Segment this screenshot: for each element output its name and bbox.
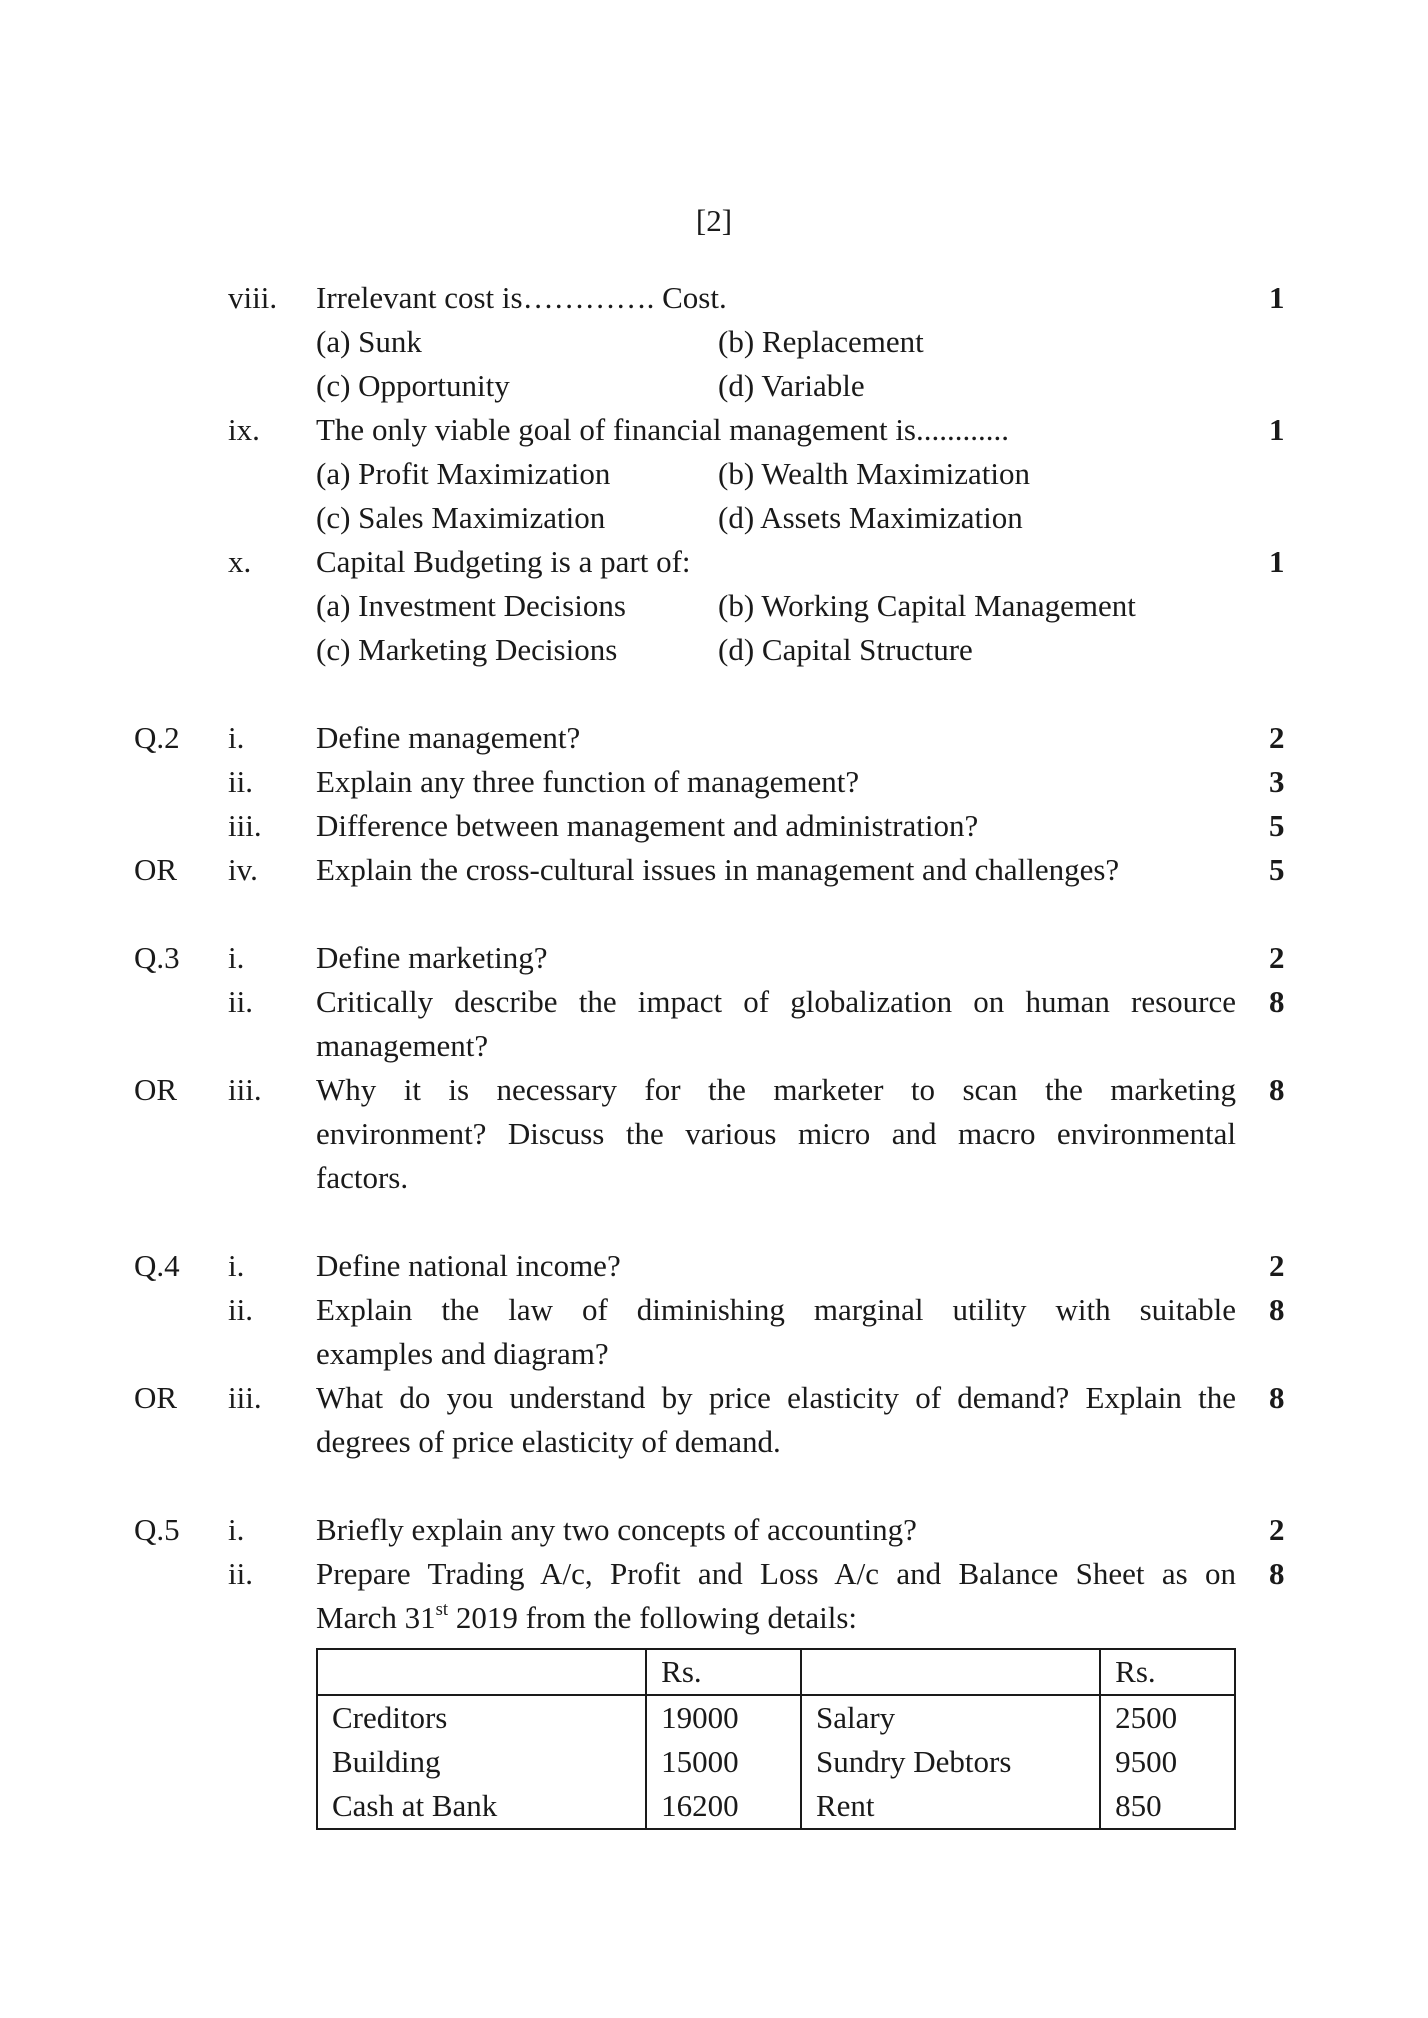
sub-question-number: ix. [228, 412, 260, 447]
account-amount: 16200 [646, 1784, 801, 1829]
question-continuation [0, 1024, 1428, 1068]
question-row [0, 1244, 1428, 1288]
account-amount: 2500 [1100, 1695, 1235, 1740]
account-name: Creditors [317, 1695, 646, 1740]
table-row [317, 1695, 1235, 1740]
question-text: factors. [316, 1160, 409, 1195]
question-text: Briefly explain any two concepts of accounting? [316, 1512, 917, 1547]
option: (a) Sunk [316, 324, 422, 359]
question-text: Define management? [316, 720, 581, 755]
option: (d) Variable [718, 368, 865, 403]
header-cell: Rs. [1100, 1649, 1235, 1695]
or-label: OR [134, 852, 178, 887]
account-amount: 15000 [646, 1740, 801, 1784]
page-number: [2] [695, 203, 733, 238]
question-text: Critically describe the impact of globalization on human resource [316, 984, 1236, 1019]
marks: 5 [1269, 852, 1285, 887]
question-text: Irrelevant cost is…………. Cost. [316, 280, 727, 315]
options-row [0, 628, 1428, 672]
options-row [0, 320, 1428, 364]
question-continuation [0, 1420, 1428, 1464]
account-name: Salary [801, 1695, 1100, 1740]
question-row [0, 804, 1428, 848]
question-label: Q.5 [134, 1512, 180, 1547]
option: (c) Sales Maximization [316, 500, 606, 535]
question-label: Q.3 [134, 940, 180, 975]
sub-question-number: iv. [228, 852, 258, 887]
account-name: Cash at Bank [317, 1784, 646, 1829]
question-row [0, 408, 1428, 452]
or-label: OR [134, 1072, 178, 1107]
marks: 3 [1269, 764, 1285, 799]
option: (d) Capital Structure [718, 632, 973, 667]
question-text: Difference between management and administration? [316, 808, 979, 843]
question-text: examples and diagram? [316, 1336, 609, 1371]
marks: 2 [1269, 1512, 1285, 1547]
question-row [0, 1288, 1428, 1332]
question-row [0, 1552, 1428, 1596]
question-label: Q.2 [134, 720, 180, 755]
sub-question-number: i. [228, 940, 245, 975]
account-name: Sundry Debtors [801, 1740, 1100, 1784]
question-continuation [0, 1156, 1428, 1200]
table-row [317, 1784, 1235, 1829]
or-label: OR [134, 1380, 178, 1415]
sub-question-number: x. [228, 544, 252, 579]
marks: 8 [1269, 1292, 1285, 1327]
question-text: Prepare Trading A/c, Profit and Loss A/c and Balance Sheet as on [316, 1556, 1236, 1591]
question-continuation [0, 1596, 1428, 1640]
date-text-rest: 2019 from the following details: [448, 1600, 858, 1635]
question-text: Capital Budgeting is a part of: [316, 544, 691, 579]
question-row [0, 848, 1428, 892]
account-amount: 19000 [646, 1695, 801, 1740]
question-row [0, 1068, 1428, 1112]
question-row [0, 936, 1428, 980]
header-cell [801, 1649, 1100, 1695]
sub-question-number: iii. [228, 1380, 262, 1415]
question-text: environment? Discuss the various micro and macro environmental [316, 1116, 1236, 1151]
question-row [0, 1508, 1428, 1552]
question-row [0, 540, 1428, 584]
option: (d) Assets Maximization [718, 500, 1023, 535]
ordinal-suffix: st [435, 1598, 449, 1620]
sub-question-number: i. [228, 1248, 245, 1283]
option: (c) Marketing Decisions [316, 632, 618, 667]
question-row [0, 716, 1428, 760]
accounts-table [316, 1648, 1236, 1830]
marks: 1 [1269, 412, 1285, 447]
question-text: What do you understand by price elasticity of demand? Explain the [316, 1380, 1236, 1415]
marks: 8 [1269, 984, 1285, 1019]
header-cell: Rs. [646, 1649, 801, 1695]
question-label: Q.4 [134, 1248, 180, 1283]
account-name: Building [317, 1740, 646, 1784]
option: (a) Profit Maximization [316, 456, 611, 491]
marks: 8 [1269, 1556, 1285, 1591]
option: (a) Investment Decisions [316, 588, 626, 623]
question-row [0, 980, 1428, 1024]
question-row [0, 1376, 1428, 1420]
account-name: Rent [801, 1784, 1100, 1829]
table-header-row [317, 1649, 1235, 1695]
option: (c) Opportunity [316, 368, 510, 403]
table-row [317, 1740, 1235, 1784]
question-text: Explain the law of diminishing marginal utility with suitable [316, 1292, 1236, 1327]
sub-question-number: viii. [228, 280, 278, 315]
sub-question-number: i. [228, 1512, 245, 1547]
header-cell [317, 1649, 646, 1695]
account-amount: 850 [1100, 1784, 1235, 1829]
question-row [0, 760, 1428, 804]
option: (b) Working Capital Management [718, 588, 1136, 623]
question-text: management? [316, 1028, 489, 1063]
account-amount: 9500 [1100, 1740, 1235, 1784]
sub-question-number: ii. [228, 764, 253, 799]
sub-question-number: ii. [228, 984, 253, 1019]
question-text [316, 1596, 857, 1640]
question-text: Define marketing? [316, 940, 548, 975]
sub-question-number: ii. [228, 1292, 253, 1327]
sub-question-number: ii. [228, 1556, 253, 1591]
options-row [0, 364, 1428, 408]
marks: 2 [1269, 720, 1285, 755]
marks: 1 [1269, 280, 1285, 315]
marks: 1 [1269, 544, 1285, 579]
date-text: March 31 [316, 1600, 436, 1635]
question-text: degrees of price elasticity of demand. [316, 1424, 781, 1459]
sub-question-number: i. [228, 720, 245, 755]
sub-question-number: iii. [228, 1072, 262, 1107]
marks: 8 [1269, 1380, 1285, 1415]
question-continuation [0, 1112, 1428, 1156]
question-continuation [0, 1332, 1428, 1376]
question-row [0, 276, 1428, 320]
question-text: The only viable goal of financial management is............ [316, 412, 1009, 447]
options-row [0, 584, 1428, 628]
marks: 2 [1269, 1248, 1285, 1283]
options-row [0, 496, 1428, 540]
marks: 5 [1269, 808, 1285, 843]
question-text: Define national income? [316, 1248, 621, 1283]
sub-question-number: iii. [228, 808, 262, 843]
option: (b) Replacement [718, 324, 924, 359]
marks: 8 [1269, 1072, 1285, 1107]
question-text: Explain the cross-cultural issues in management and challenges? [316, 852, 1120, 887]
marks: 2 [1269, 940, 1285, 975]
question-text: Why it is necessary for the marketer to scan the marketing [316, 1072, 1236, 1107]
options-row [0, 452, 1428, 496]
question-text: Explain any three function of management? [316, 764, 860, 799]
option: (b) Wealth Maximization [718, 456, 1031, 491]
